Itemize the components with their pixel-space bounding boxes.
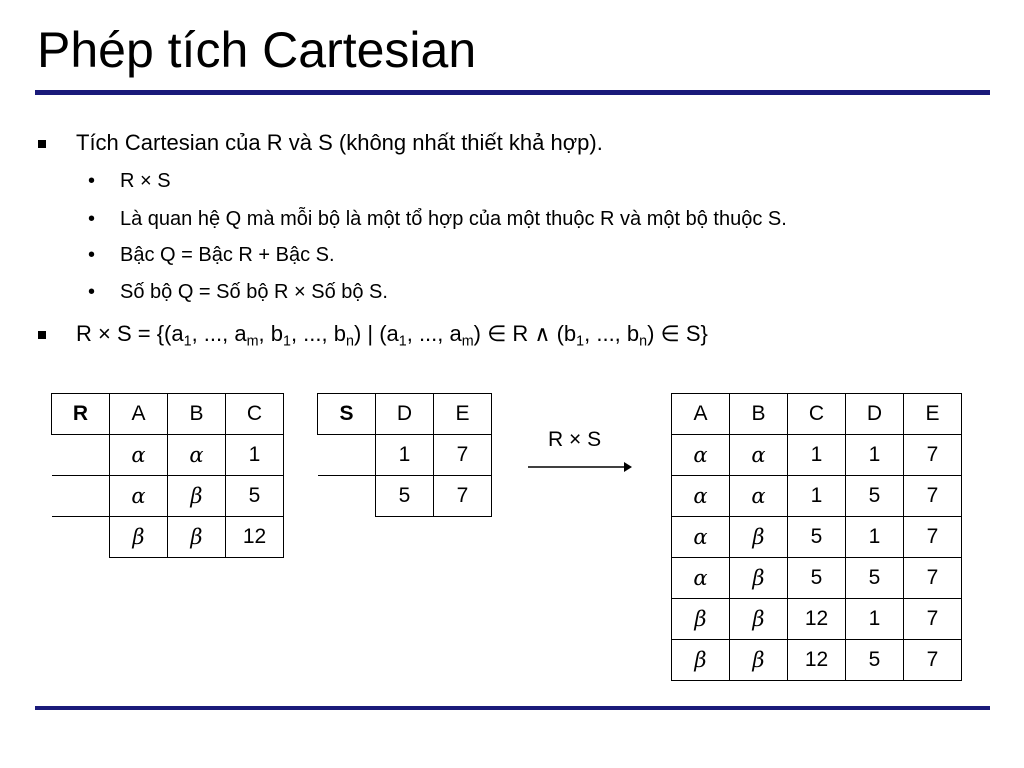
table-row	[672, 476, 962, 517]
header-cell: E	[434, 394, 492, 435]
empty-cell	[52, 435, 110, 476]
sub-bullet-text: Số bộ Q = Số bộ R × Số bộ S.	[120, 281, 388, 303]
bullet-cartesian-definition	[76, 129, 603, 157]
header-cell: D	[376, 394, 434, 435]
table-header-row	[672, 394, 962, 435]
table-cell: 7	[904, 558, 962, 599]
empty-cell	[318, 476, 376, 517]
table-cell: 5	[376, 476, 434, 517]
dot-bullet-icon: •	[88, 281, 96, 303]
table-cell: 5	[226, 476, 284, 517]
empty-cell	[52, 517, 110, 558]
sub-bullet-notation	[88, 168, 171, 194]
relation-s-table	[317, 393, 492, 517]
table-cell: β	[730, 517, 788, 558]
table-cell: α	[730, 476, 788, 517]
table-cell: 7	[904, 599, 962, 640]
table-cell: 5	[846, 640, 904, 681]
table-header-row	[318, 394, 492, 435]
bullet-text: Tích Cartesian của R và S (không nhất thiết khả hợp).	[76, 130, 603, 155]
table-row	[672, 558, 962, 599]
table-cell: 1	[226, 435, 284, 476]
empty-cell	[318, 435, 376, 476]
table-row	[318, 476, 492, 517]
header-cell: D	[846, 394, 904, 435]
table-cell: 7	[904, 640, 962, 681]
table-cell: α	[168, 435, 226, 476]
table-cell: 12	[788, 640, 846, 681]
table-row	[672, 517, 962, 558]
empty-cell	[52, 476, 110, 517]
table-cell: 12	[788, 599, 846, 640]
header-cell: B	[168, 394, 226, 435]
dot-bullet-icon: •	[88, 170, 96, 192]
table-row	[52, 476, 284, 517]
table-cell: 5	[788, 517, 846, 558]
relation-name-cell: S	[318, 394, 376, 435]
table-cell: 5	[846, 476, 904, 517]
relation-r-table	[51, 393, 284, 558]
table-cell: 7	[434, 476, 492, 517]
header-cell: A	[110, 394, 168, 435]
table-cell: 7	[434, 435, 492, 476]
formula: $R \times S = \{(a_1$, ..., $a_m$, $b_1$, ..., $b_n$) | ($a_1$, ..., $a_m$) ∈ R ∧ ($b_1$, ..., $b_n$) ∈ S}	[76, 321, 708, 350]
table-cell: α	[672, 476, 730, 517]
header-cell: B	[730, 394, 788, 435]
table-cell: α	[672, 435, 730, 476]
table-cell: 1	[846, 517, 904, 558]
sub-bullet-cardinality	[88, 279, 388, 305]
bullet-formula	[76, 320, 708, 348]
dot-bullet-icon: •	[88, 208, 96, 230]
arrow-label: R × S	[548, 428, 602, 451]
table-cell: β	[168, 476, 226, 517]
square-bullet-icon	[38, 140, 46, 148]
sub-bullet-text: Bậc Q = Bậc R + Bậc S.	[120, 244, 335, 266]
table-cell: 12	[226, 517, 284, 558]
table-row	[672, 435, 962, 476]
table-cell: β	[730, 558, 788, 599]
right-arrow-icon	[528, 460, 634, 474]
table-cell: 5	[846, 558, 904, 599]
table-cell: 5	[788, 558, 846, 599]
relation-name-cell: R	[52, 394, 110, 435]
table-row	[672, 599, 962, 640]
header-cell: E	[904, 394, 962, 435]
table-cell: 1	[788, 435, 846, 476]
table-cell: 7	[904, 435, 962, 476]
result-table	[671, 393, 962, 681]
title-underline	[35, 90, 990, 95]
slide-title: Phép tích Cartesian	[37, 22, 477, 78]
table-row	[672, 640, 962, 681]
table-cell: α	[672, 517, 730, 558]
table-cell: 1	[376, 435, 434, 476]
table-cell: 1	[846, 599, 904, 640]
table-cell: β	[730, 640, 788, 681]
table-header-row	[52, 394, 284, 435]
table-cell: β	[110, 517, 168, 558]
table-cell: 1	[846, 435, 904, 476]
dot-bullet-icon: •	[88, 244, 96, 266]
header-cell: C	[226, 394, 284, 435]
table-cell: α	[672, 558, 730, 599]
table-cell: 7	[904, 476, 962, 517]
footer-rule	[35, 706, 990, 710]
table-cell: α	[730, 435, 788, 476]
table-cell: β	[672, 599, 730, 640]
table-cell: β	[168, 517, 226, 558]
sub-bullet-degree	[88, 242, 335, 268]
table-cell: β	[672, 640, 730, 681]
table-cell: β	[730, 599, 788, 640]
table-cell: α	[110, 435, 168, 476]
sub-bullet-text: R × S	[120, 170, 171, 192]
table-cell: α	[110, 476, 168, 517]
sub-bullet-text: Là quan hệ Q mà mỗi bộ là một tổ hợp của một thuộc R và một bộ thuộc S.	[120, 208, 787, 230]
sub-bullet-description	[88, 206, 787, 232]
table-cell: 1	[788, 476, 846, 517]
header-cell: A	[672, 394, 730, 435]
table-cell: 7	[904, 517, 962, 558]
header-cell: C	[788, 394, 846, 435]
table-row	[52, 517, 284, 558]
table-row	[52, 435, 284, 476]
square-bullet-icon	[38, 331, 46, 339]
table-row	[318, 435, 492, 476]
